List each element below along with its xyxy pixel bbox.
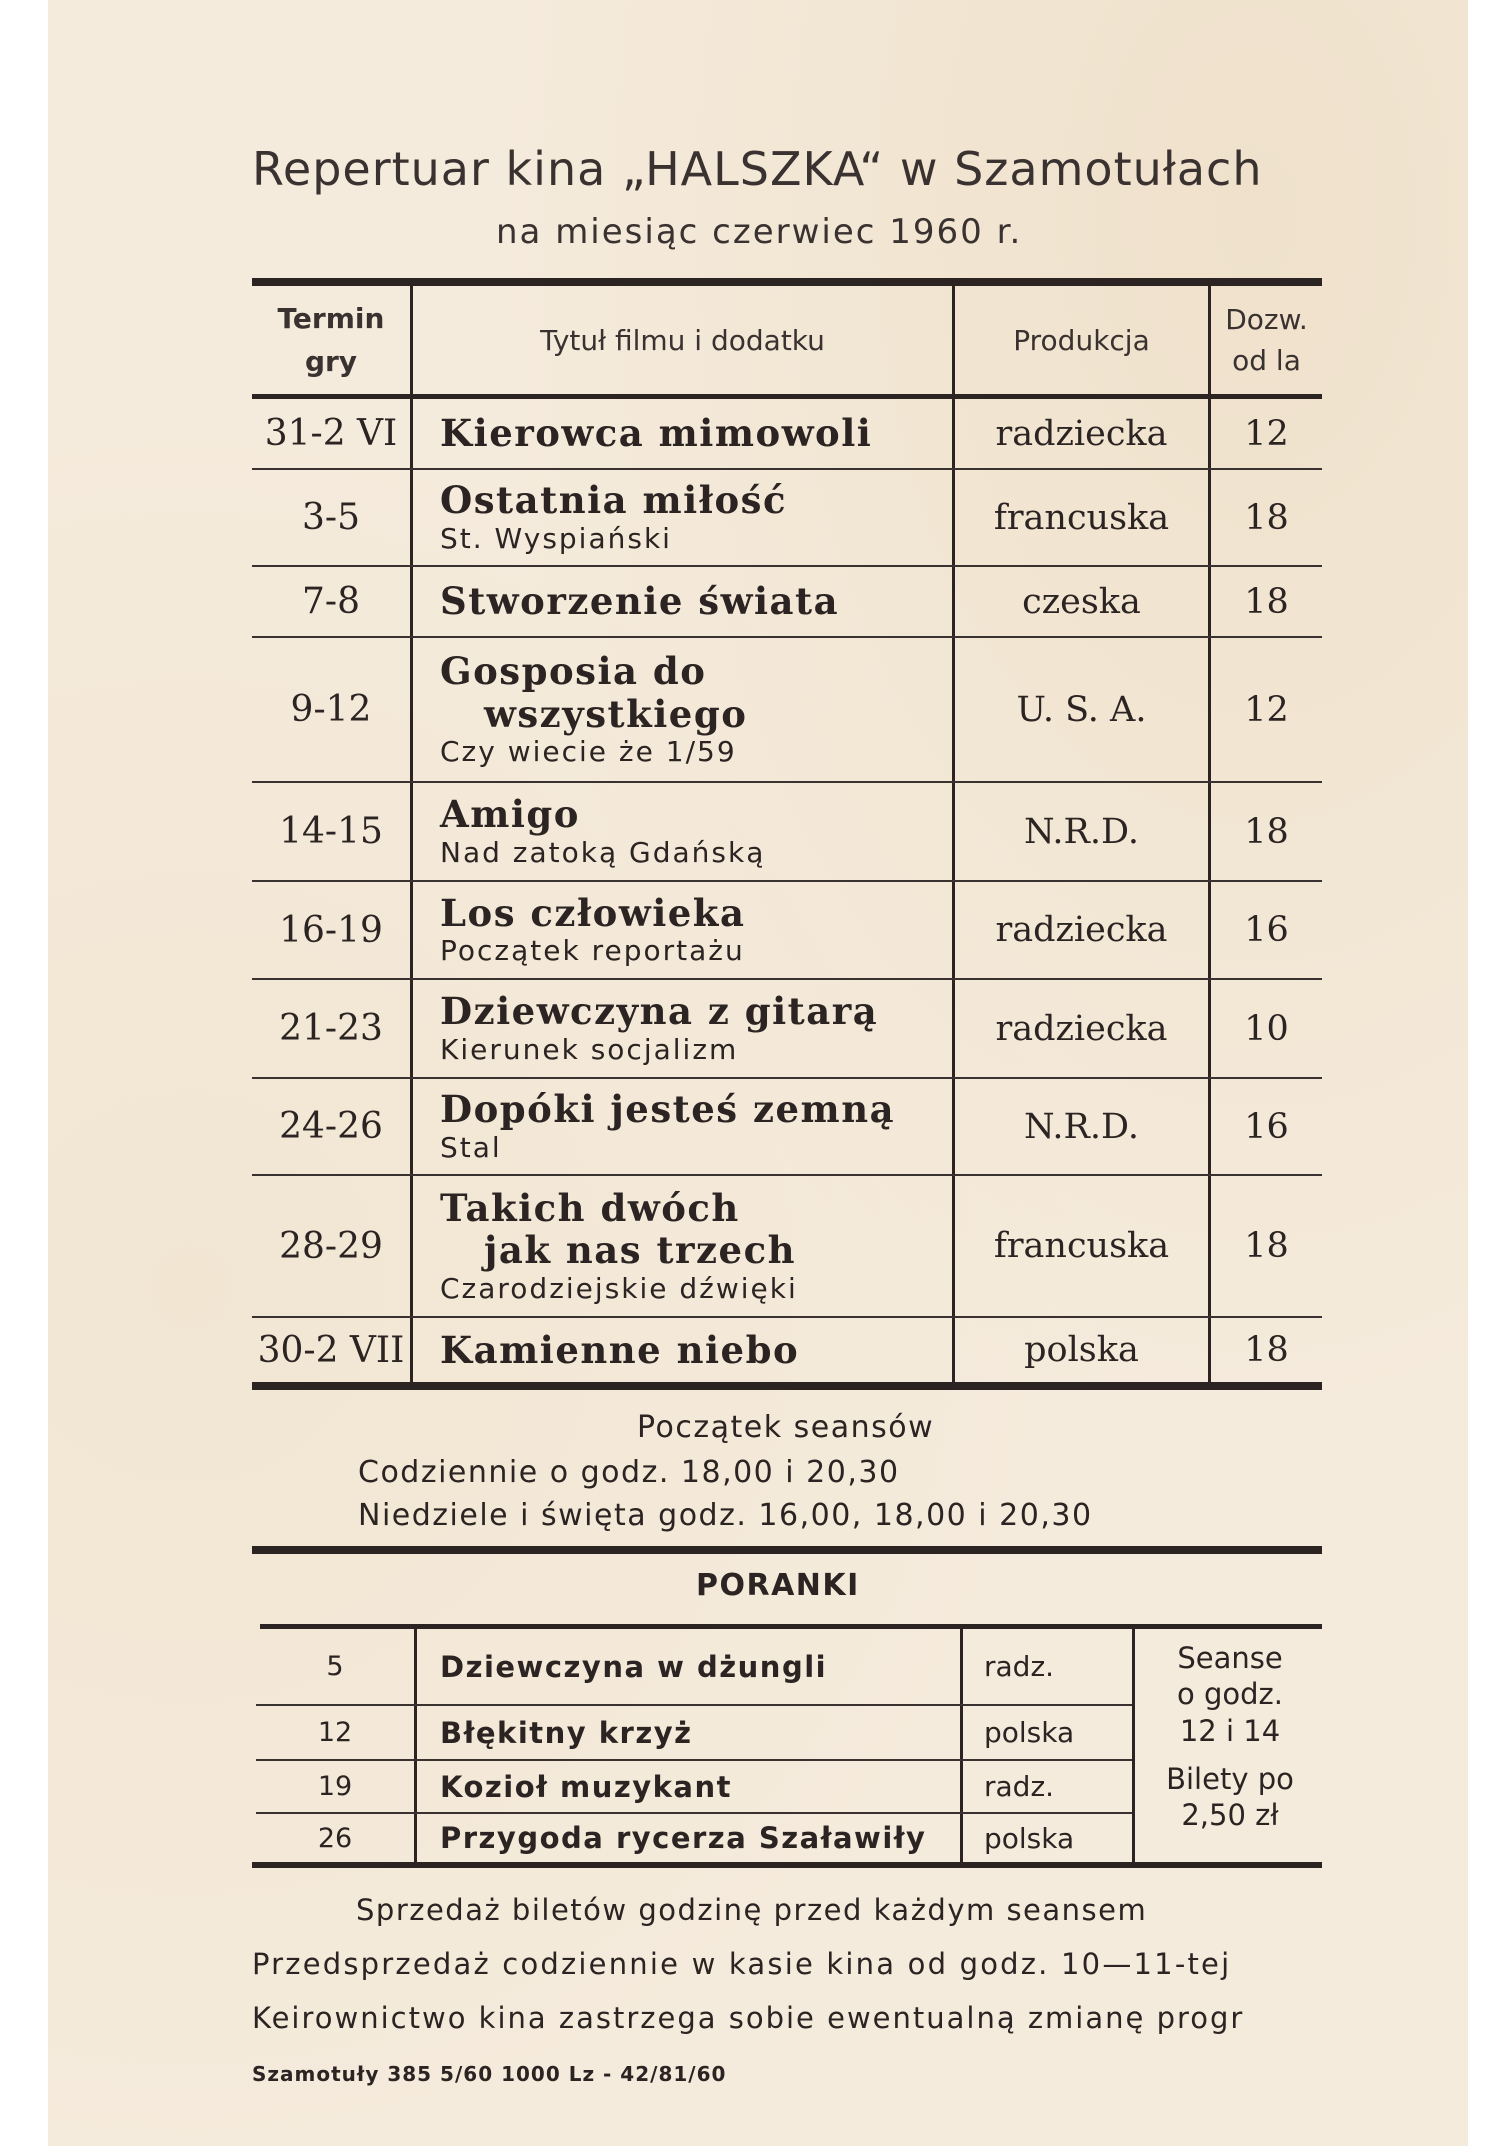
table-row-age: [1211, 1318, 1322, 1382]
supplement-title: Nad zatoką Gdańską: [440, 835, 766, 869]
age-text: 18: [1244, 1330, 1289, 1370]
film-title-line2: wszystkiego: [484, 691, 748, 736]
age-text: 18: [1244, 1226, 1289, 1266]
poranki-row-term: [256, 1814, 414, 1862]
poranki-row-term: [256, 1761, 414, 1812]
table-row-age: [1211, 638, 1322, 781]
poranki-term-text: 26: [317, 1822, 353, 1854]
table-row-term: [252, 1079, 410, 1174]
table-bottom-rule: [252, 1382, 1322, 1390]
poranki-heading: PORANKI: [696, 1568, 860, 1603]
table-row-term: [252, 399, 410, 468]
table-row-term: [252, 980, 410, 1077]
film-title: Kierowca mimowoli: [440, 411, 873, 456]
poranki-row-title: [440, 1629, 960, 1704]
showtimes-heading: Początek seansów: [637, 1410, 935, 1445]
age-text: 12: [1244, 413, 1289, 454]
poranki-production-text: radz.: [984, 1770, 1055, 1803]
production-text: N.R.D.: [1024, 1106, 1139, 1147]
table-row-term: [252, 1176, 410, 1316]
table-row-title: [440, 399, 952, 468]
table-row-term: [252, 567, 410, 636]
table-row-title: [440, 638, 952, 781]
table-row-title: [440, 980, 952, 1077]
header-age: [1211, 286, 1322, 394]
footer-line-3: Keirownictwo kina zastrzega sobie ewentualną zmianę progr: [252, 2001, 1245, 2035]
age-text: 10: [1244, 1008, 1289, 1049]
poranki-production-text: radz.: [984, 1650, 1055, 1683]
film-title: Amigo: [440, 792, 580, 837]
table-row-term: [252, 638, 410, 781]
term-text: 3-5: [302, 497, 360, 538]
table-row-title: [440, 470, 952, 565]
section-rule: [252, 1546, 1322, 1554]
poranki-row-title: [440, 1706, 960, 1759]
age-text: 18: [1244, 497, 1289, 538]
table-row-term: [252, 1318, 410, 1382]
poranki-row-production: [984, 1761, 1132, 1812]
poranki-row-title: [440, 1761, 960, 1812]
page-title: Repertuar kina „HALSZKA“ w Szamotułach: [252, 142, 1263, 196]
poranki-row-production: [984, 1814, 1132, 1862]
header-production-text: Produkcja: [1013, 323, 1150, 357]
production-text: polska: [1024, 1330, 1139, 1370]
supplement-title: Czy wiecie że 1/59: [440, 735, 737, 769]
term-text: 14-15: [279, 811, 383, 852]
film-title: Stworzenie świata: [440, 579, 840, 624]
film-title: Dopóki jesteś zemną: [440, 1087, 896, 1132]
header-age-line1: Dozw.: [1225, 303, 1308, 336]
supplement-title: Kierunek socjalizm: [440, 1032, 739, 1066]
film-title: Ostatnia miłość: [440, 478, 788, 523]
header-title: [413, 286, 952, 394]
production-text: radziecka: [995, 910, 1168, 950]
poranki-row-term: [256, 1629, 414, 1704]
production-text: francuska: [993, 1226, 1170, 1266]
supplement-title: St. Wyspiański: [440, 521, 672, 555]
poranki-note-line5: 2,50 zł: [1181, 1798, 1279, 1832]
film-title-line2: jak nas trzech: [484, 1228, 797, 1273]
poranki-film-title: Dziewczyna w dżungli: [440, 1649, 828, 1684]
term-text: 31-2 VI: [264, 413, 398, 454]
production-text: radziecka: [995, 413, 1168, 454]
table-row-title: [440, 1176, 952, 1316]
term-text: 30-2 VII: [257, 1329, 405, 1371]
term-text: 21-23: [279, 1008, 383, 1049]
table-row-term: [252, 470, 410, 565]
poranki-row-production: [984, 1706, 1132, 1759]
table-row-title: [440, 1318, 952, 1382]
table-row-age: [1211, 882, 1322, 978]
table-row-production: [955, 980, 1208, 1077]
table-row-production: [955, 567, 1208, 636]
table-row-age: [1211, 783, 1322, 880]
poranki-note-line3: 12 i 14: [1179, 1713, 1281, 1748]
table-row-term: [252, 783, 410, 880]
production-text: N.R.D.: [1024, 811, 1139, 852]
showtimes-daily: Codziennie o godz. 18,00 i 20,30: [358, 1455, 900, 1490]
table-row-production: [955, 1318, 1208, 1382]
term-text: 16-19: [279, 909, 383, 951]
poranki-row-title: [440, 1814, 960, 1862]
table-row-age: [1211, 1079, 1322, 1174]
footer-line-1: Sprzedaż biletów godzinę przed każdym seansem: [356, 1893, 1148, 1927]
table-row-production: [955, 1176, 1208, 1316]
table-row-production: [955, 470, 1208, 565]
poranki-note: [1135, 1640, 1325, 1850]
header-age-line2: od la: [1232, 344, 1301, 377]
production-text: radziecka: [995, 1008, 1168, 1049]
print-info: Szamotuły 385 5/60 1000 Lz - 42/81/60: [252, 2062, 727, 2086]
poranki-term-text: 19: [317, 1771, 353, 1802]
header-production: [955, 286, 1208, 394]
header-title-text: Tytuł filmu i dodatku: [540, 323, 825, 357]
poranki-film-title: Przygoda rycerza Szaławiły: [440, 1821, 927, 1855]
supplement-title: Początek reportażu: [440, 934, 745, 968]
poranki-row-production: [984, 1629, 1132, 1704]
poranki-col-divider-1: [414, 1629, 417, 1862]
table-row-title: [440, 783, 952, 880]
table-row-age: [1211, 1176, 1322, 1316]
poranki-film-title: Kozioł muzykant: [440, 1769, 732, 1804]
header-term: [252, 286, 410, 394]
poranki-bottom-rule: [252, 1862, 1322, 1868]
poranki-note-line1: Seanse: [1177, 1641, 1283, 1675]
poranki-col-divider-2: [960, 1629, 963, 1862]
poranki-term-text: 5: [326, 1651, 344, 1682]
poranki-note-line2: o godz.: [1177, 1677, 1283, 1712]
poranki-note-line4: Bilety po: [1166, 1761, 1294, 1796]
table-row-age: [1211, 470, 1322, 565]
film-title: Kamienne niebo: [440, 1327, 800, 1372]
age-text: 16: [1244, 910, 1289, 950]
film-title: Takich dwóch: [440, 1185, 740, 1230]
table-row-production: [955, 783, 1208, 880]
age-text: 12: [1244, 689, 1289, 730]
film-title: Dziewczyna z gitarą: [440, 989, 879, 1034]
page-subtitle: na miesiąc czerwiec 1960 r.: [496, 212, 1023, 252]
header-term-line1: Termin: [277, 302, 385, 335]
showtimes-sundays: Niedziele i święta godz. 16,00, 18,00 i 20,30: [358, 1498, 1093, 1533]
table-row-term: [252, 882, 410, 978]
production-text: francuska: [993, 497, 1170, 538]
poranki-film-title: Błękitny krzyż: [440, 1715, 693, 1750]
term-text: 7-8: [302, 581, 360, 622]
poranki-production-text: polska: [984, 1821, 1075, 1855]
table-row-title: [440, 1079, 952, 1174]
poranki-row-term: [256, 1706, 414, 1759]
age-text: 18: [1244, 811, 1289, 852]
table-row-production: [955, 399, 1208, 468]
table-row-age: [1211, 399, 1322, 468]
header-term-line2: gry: [304, 345, 358, 378]
poranki-production-text: polska: [984, 1716, 1075, 1749]
table-row-age: [1211, 567, 1322, 636]
table-row-production: [955, 1079, 1208, 1174]
table-row-production: [955, 638, 1208, 781]
production-text: U. S. A.: [1016, 689, 1147, 730]
age-text: 18: [1244, 581, 1289, 622]
footer-line-2: Przedsprzedaż codziennie w kasie kina od godz. 10—11-tej: [252, 1947, 1232, 1981]
production-text: czeska: [1022, 581, 1141, 622]
col-divider-1: [410, 286, 413, 1382]
age-text: 16: [1244, 1106, 1289, 1147]
supplement-title: Stal: [440, 1130, 502, 1164]
term-text: 28-29: [279, 1225, 383, 1267]
table-row-title: [440, 567, 952, 636]
film-title: Gosposia do: [440, 649, 707, 694]
table-row-age: [1211, 980, 1322, 1077]
table-top-rule: [252, 278, 1322, 286]
table-row-title: [440, 882, 952, 978]
term-text: 9-12: [290, 689, 372, 730]
table-row-production: [955, 882, 1208, 978]
term-text: 24-26: [279, 1106, 383, 1147]
supplement-title: Czarodziejskie dźwięki: [440, 1271, 798, 1305]
poranki-term-text: 12: [317, 1717, 353, 1748]
film-title: Los człowieka: [440, 890, 746, 935]
